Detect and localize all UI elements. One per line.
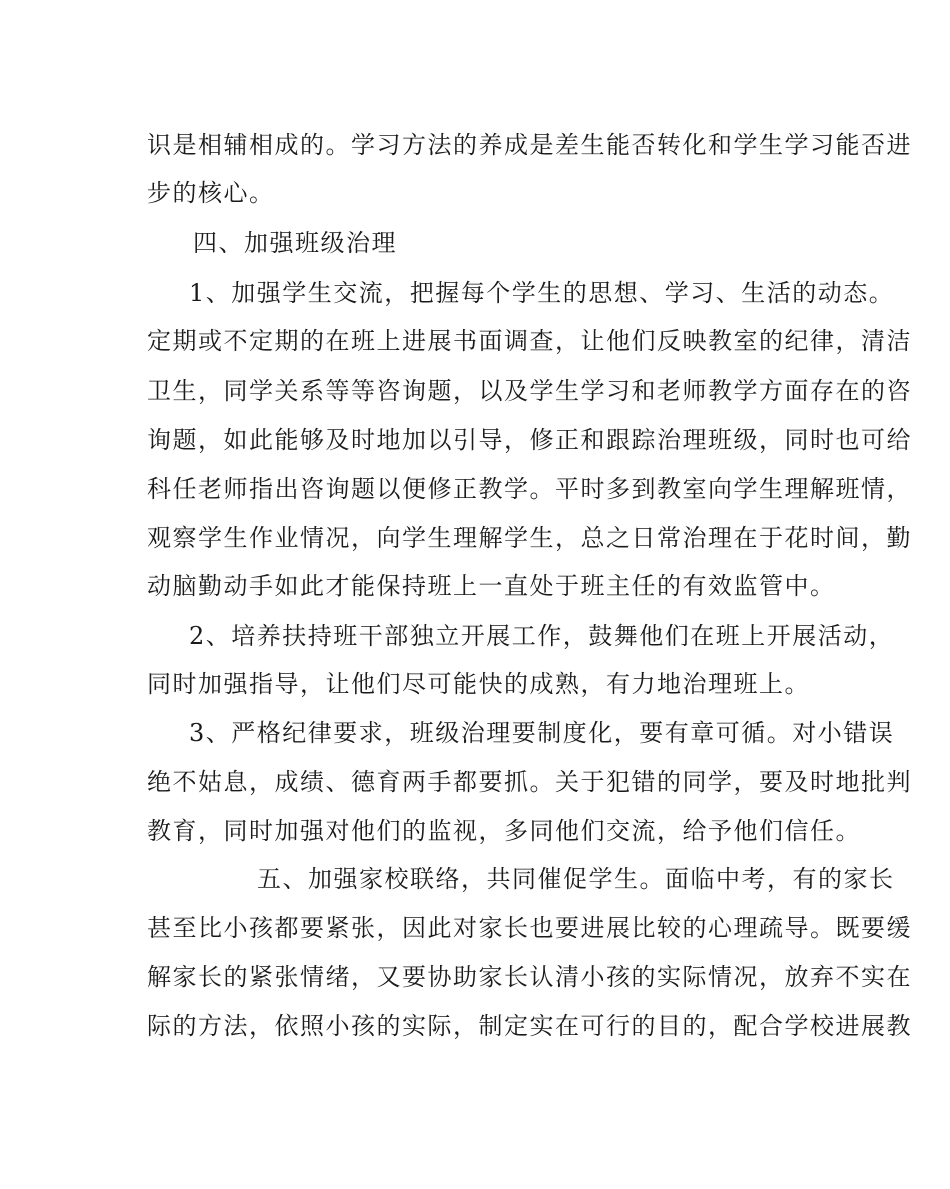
text-line: 科任老师指出咨询题以便修正教学。平时多到教室向学生理解班情， (147, 475, 912, 503)
text-line: 甚至比小孩都要紧张，因此对家长也要进展比较的心理疏导。既要缓 (147, 914, 912, 942)
text-line: 动脑勤动手如此才能保持班上一直处于班主任的有效监管中。 (147, 572, 836, 600)
text-line: 步的核心。 (147, 179, 275, 207)
section-heading: 四、加强班级治理 (193, 229, 397, 257)
section-heading-paragraph: 五、加强家校联络，共同催促学生。面临中考，有的家长 (257, 865, 895, 893)
text-line: 绝不姑息，成绩、德育两手都要抓。关于犯错的同学，要及时地批判 (147, 768, 912, 796)
text-line: 定期或不定期的在班上进展书面调查，让他们反映教室的纪律，清洁 (147, 327, 912, 355)
text-line: 教育，同时加强对他们的监视，多同他们交流，给予他们信任。 (147, 817, 861, 845)
text-line: 同时加强指导，让他们尽可能快的成熟，有力地治理班上。 (147, 670, 810, 698)
text-line: 卫生，同学关系等等咨询题，以及学生学习和老师教学方面存在的咨 (147, 377, 912, 405)
text-line: 识是相辅相成的。学习方法的养成是差生能否转化和学生学习能否进 (147, 131, 912, 159)
text-line: 1、加强学生交流，把握每个学生的思想、学习、生活的动态。 (189, 279, 895, 307)
text-line: 际的方法，依照小孩的实际，制定实在可行的目的，配合学校进展教 (147, 1012, 912, 1040)
text-line: 2、培养扶持班干部独立开展工作，鼓舞他们在班上开展活动， (189, 622, 895, 650)
text-line: 观察学生作业情况，向学生理解学生，总之日常治理在于花时间，勤 (147, 524, 912, 552)
text-line: 询题，如此能够及时地加以引导，修正和跟踪治理班级，同时也可给 (147, 426, 912, 454)
text-line: 3、严格纪律要求，班级治理要制度化，要有章可循。对小错误 (189, 719, 895, 747)
text-line: 解家长的紧张情绪，又要协助家长认清小孩的实际情况，放弃不实在 (147, 963, 912, 991)
